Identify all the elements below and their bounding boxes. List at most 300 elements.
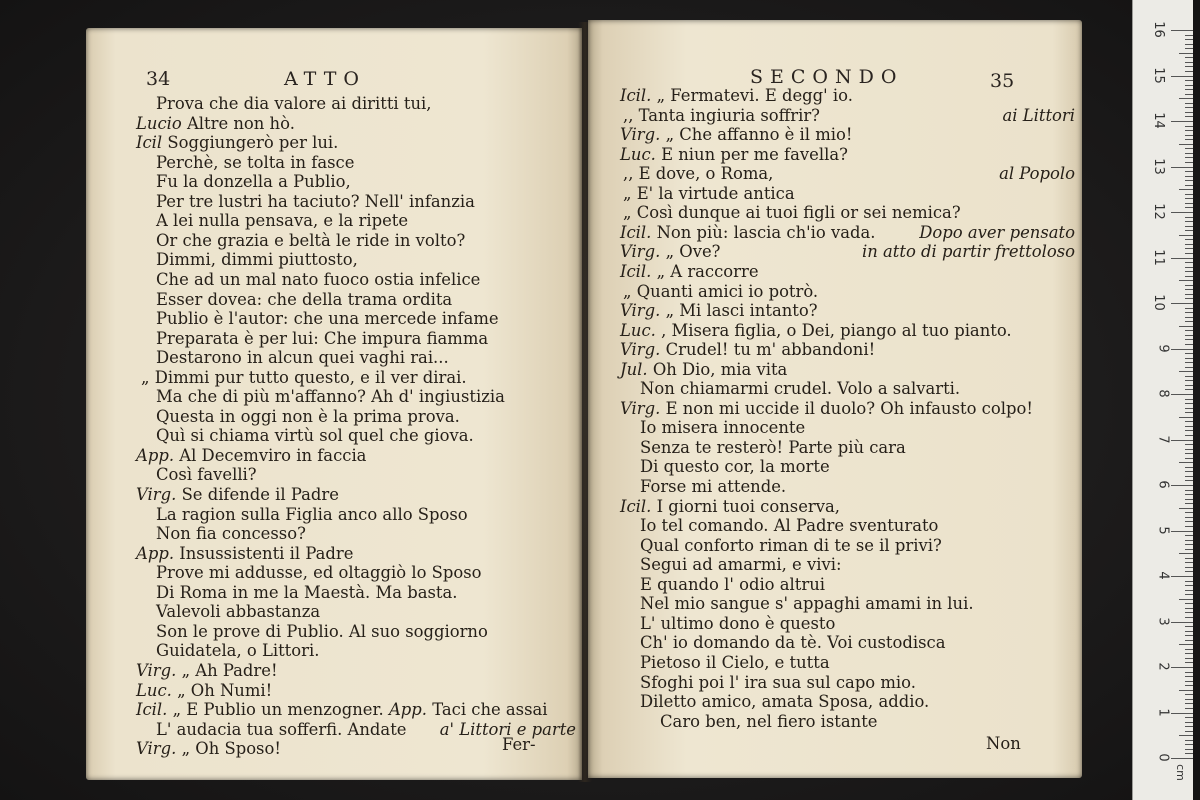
ruler-tick xyxy=(1185,544,1193,545)
ruler-tick xyxy=(1179,371,1193,372)
ruler-tick xyxy=(1185,180,1193,181)
text-line xyxy=(640,614,835,633)
ruler-tick xyxy=(1185,526,1193,527)
text-line xyxy=(640,457,830,476)
ruler-tick xyxy=(1185,71,1193,72)
ruler-tick xyxy=(1185,490,1193,491)
ruler-tick xyxy=(1171,303,1193,304)
verse-text: La ragion sulla Figlia anco allo Sposo xyxy=(156,504,468,524)
text-line xyxy=(156,465,257,484)
text-line xyxy=(623,282,818,301)
ruler-tick xyxy=(1185,294,1193,295)
text-line xyxy=(136,114,295,133)
text-line xyxy=(640,379,960,398)
text-line xyxy=(640,477,786,496)
ruler-tick xyxy=(1171,531,1193,532)
text-line xyxy=(141,368,467,387)
text-line xyxy=(156,211,408,230)
text-line xyxy=(623,106,820,125)
ruler-tick xyxy=(1185,135,1193,136)
speaker-label: Jul. xyxy=(620,359,648,379)
ruler-tick xyxy=(1185,653,1193,654)
verse-text: Non chiamarmi crudel. Volo a salvarti. xyxy=(640,379,961,399)
verse-text: Al Decemviro in faccia xyxy=(179,445,367,465)
ruler-tick xyxy=(1185,753,1193,754)
ruler-tick xyxy=(1185,453,1193,454)
ruler-tick xyxy=(1185,207,1193,208)
ruler-tick xyxy=(1185,239,1193,240)
verse-text: „ E' la virtude antica xyxy=(623,183,795,203)
verse-text: ,, Tanta ingiuria soffrir? xyxy=(623,105,820,125)
text-line xyxy=(156,505,468,524)
ruler-label: 13 xyxy=(1151,157,1167,175)
text-line xyxy=(623,184,795,203)
verse-text: A lei nulla pensava, e la ripete xyxy=(156,211,409,231)
ruler-tick xyxy=(1185,130,1193,131)
verse-text: „ Ove? xyxy=(665,242,721,262)
ruler-tick xyxy=(1171,349,1193,350)
text-line xyxy=(136,661,278,680)
ruler-tick xyxy=(1185,458,1193,459)
ruler-label: 15 xyxy=(1151,66,1167,84)
stage-direction: ai Littori xyxy=(1002,105,1075,125)
verse-text: Diletto amico, amata Sposa, addio. xyxy=(640,692,930,712)
verse-text: „ Mi lasci intanto? xyxy=(665,301,818,321)
verse-text: „ Oh Sposo! xyxy=(181,739,281,759)
verse-text: Prove mi addusse, ed oltaggiò lo Sposo xyxy=(156,563,482,583)
speaker-label: Virg. xyxy=(620,340,661,360)
text-line xyxy=(156,524,306,543)
ruler-label: 14 xyxy=(1151,112,1167,129)
ruler-tick xyxy=(1179,326,1193,327)
ruler-tick xyxy=(1185,562,1193,563)
ruler-label: 6 xyxy=(1155,480,1171,489)
text-line xyxy=(623,203,961,222)
text-line xyxy=(136,544,353,563)
verse-text: Io tel comando. Al Padre sventurato xyxy=(640,516,939,536)
verse-text: Sfoghi poi l' ira sua sul capo mio. xyxy=(640,672,916,692)
text-line xyxy=(156,270,480,289)
ruler-tick xyxy=(1185,153,1193,154)
ruler-tick xyxy=(1185,203,1193,204)
stage-direction: in atto di partir frettoloso xyxy=(862,242,1075,262)
text-line xyxy=(620,223,875,242)
ruler-tick xyxy=(1185,217,1193,218)
text-line xyxy=(620,262,759,281)
verse-text: Caro ben, nel fiero istante xyxy=(660,711,878,731)
ruler-tick xyxy=(1185,558,1193,559)
ruler-tick xyxy=(1185,612,1193,613)
verse-text: Taci che assai xyxy=(432,700,548,720)
ruler-tick xyxy=(1185,535,1193,536)
verse-text: ,, E dove, o Roma, xyxy=(623,164,774,184)
ruler-tick xyxy=(1185,198,1193,199)
text-line xyxy=(640,633,945,652)
ruler-tick xyxy=(1185,44,1193,45)
ruler-tick xyxy=(1185,694,1193,695)
ruler-label: 4 xyxy=(1155,571,1171,580)
ruler-tick xyxy=(1185,476,1193,477)
ruler-tick xyxy=(1185,749,1193,750)
text-line xyxy=(156,407,460,426)
text-line xyxy=(156,426,474,445)
ruler-tick xyxy=(1185,726,1193,727)
text-line xyxy=(156,309,499,328)
speaker-label: Icil. xyxy=(620,86,652,105)
ruler-tick xyxy=(1185,590,1193,591)
ruler-tick xyxy=(1185,662,1193,663)
verse-text: „ Ah Padre! xyxy=(181,660,278,680)
ruler-tick xyxy=(1185,62,1193,63)
ruler-label: 1 xyxy=(1155,707,1171,717)
ruler-tick xyxy=(1185,449,1193,450)
verse-text: „ Fermatevi. E degg' io. xyxy=(656,86,853,105)
text-line xyxy=(156,641,319,660)
text-line xyxy=(620,145,848,164)
verse-text: Publio è l'autor: che una mercede infame xyxy=(156,309,499,329)
ruler-tick xyxy=(1185,367,1193,368)
speaker-label: Luc. xyxy=(136,680,172,700)
ruler-tick xyxy=(1171,258,1193,259)
speaker-label: Virg. xyxy=(620,125,661,145)
ruler-tick xyxy=(1185,298,1193,299)
ruler-tick xyxy=(1185,362,1193,363)
text-line xyxy=(136,739,281,758)
speaker-label: Virg. xyxy=(136,485,177,504)
ruler-tick xyxy=(1185,380,1193,381)
verse-text: Son le prove di Publio. Al suo soggiorno xyxy=(156,621,488,641)
verse-text: Forse mi attende. xyxy=(640,477,787,496)
left-page-text xyxy=(136,94,576,764)
ruler-tick xyxy=(1185,308,1193,309)
ruler-tick xyxy=(1185,444,1193,445)
ruler-tick xyxy=(1171,121,1193,122)
verse-text: Senza te resterò! Parte più cara xyxy=(640,437,906,457)
ruler-tick xyxy=(1185,162,1193,163)
text-line xyxy=(640,555,841,574)
ruler-tick xyxy=(1185,549,1193,550)
text-line xyxy=(156,602,320,621)
verse-text: Di questo cor, la morte xyxy=(640,457,830,477)
text-line xyxy=(136,133,338,152)
ruler-tick xyxy=(1185,94,1193,95)
ruler-tick xyxy=(1185,521,1193,522)
text-line xyxy=(156,720,406,739)
ruler-tick xyxy=(1179,417,1193,418)
text-line xyxy=(136,700,548,719)
text-line xyxy=(640,692,929,711)
text-line xyxy=(620,321,1012,340)
ruler-tick xyxy=(1185,139,1193,140)
text-line xyxy=(156,329,488,348)
verse-text: Guidatela, o Littori. xyxy=(156,641,320,661)
ruler-tick xyxy=(1185,699,1193,700)
ruler-tick xyxy=(1179,553,1193,554)
verse-text: Insussistenti il Padre xyxy=(179,543,354,563)
verse-text: Qual conforto riman di te se il privi? xyxy=(640,535,942,555)
ruler-tick xyxy=(1179,235,1193,236)
text-line xyxy=(156,290,452,309)
ruler-tick xyxy=(1185,471,1193,472)
ruler-tick xyxy=(1171,485,1193,486)
verse-text: Ma che di più m'affanno? Ah d' ingiustizia xyxy=(156,387,505,407)
speaker-label: Icil. xyxy=(620,261,652,281)
ruler-tick xyxy=(1171,212,1193,213)
verse-text: Di Roma in me la Maestà. Ma basta. xyxy=(156,582,458,602)
verse-text: Crudel! tu m' abbandoni! xyxy=(665,340,876,360)
text-line xyxy=(620,86,853,105)
text-line xyxy=(620,497,840,516)
ruler-tick xyxy=(1185,708,1193,709)
text-line xyxy=(620,340,875,359)
verse-text: Che ad un mal nato fuoco ostia infelice xyxy=(156,269,481,289)
ruler-tick xyxy=(1185,289,1193,290)
text-line xyxy=(136,485,339,504)
text-line xyxy=(156,563,482,582)
ruler-tick xyxy=(1185,571,1193,572)
ruler-tick xyxy=(1185,221,1193,222)
measurement-ruler xyxy=(1132,0,1193,800)
ruler-tick xyxy=(1171,667,1193,668)
ruler-tick xyxy=(1185,426,1193,427)
ruler-tick xyxy=(1185,672,1193,673)
verse-text: Altre non hò. xyxy=(186,113,295,133)
ruler-tick xyxy=(1185,685,1193,686)
ruler-tick xyxy=(1185,435,1193,436)
ruler-tick xyxy=(1185,494,1193,495)
ruler-tick xyxy=(1179,53,1193,54)
ruler-tick xyxy=(1185,581,1193,582)
ruler-tick xyxy=(1185,48,1193,49)
ruler-label: 10 xyxy=(1151,294,1167,311)
ruler-tick xyxy=(1179,280,1193,281)
text-line xyxy=(640,575,825,594)
speaker-label: App. xyxy=(136,543,175,563)
ruler-tick xyxy=(1185,399,1193,400)
ruler-tick xyxy=(1185,107,1193,108)
ruler-tick xyxy=(1185,740,1193,741)
ruler-tick xyxy=(1185,567,1193,568)
ruler-tick xyxy=(1185,389,1193,390)
ruler-tick xyxy=(1171,440,1193,441)
ruler-tick xyxy=(1185,35,1193,36)
text-line xyxy=(156,622,488,641)
left-page xyxy=(86,28,582,780)
ruler-tick xyxy=(1185,312,1193,313)
ruler-tick xyxy=(1171,167,1193,168)
verse-text: Questa in oggi non è la prima prova. xyxy=(156,406,460,426)
ruler-tick xyxy=(1185,603,1193,604)
verse-text: „ Dimmi pur tutto questo, e il ver dirai. xyxy=(141,367,467,387)
verse-text: E niun per me favella? xyxy=(661,144,848,164)
verse-text: Segui ad amarmi, e vivi: xyxy=(640,555,842,575)
text-line xyxy=(620,301,818,320)
ruler-tick xyxy=(1185,271,1193,272)
ruler-tick xyxy=(1171,758,1193,759)
text-line xyxy=(156,172,351,191)
text-line xyxy=(640,536,942,555)
ruler-tick xyxy=(1185,353,1193,354)
ruler-tick xyxy=(1171,30,1193,31)
text-line xyxy=(156,94,431,113)
text-line xyxy=(620,125,853,144)
ruler-tick xyxy=(1185,103,1193,104)
verse-text: Oh Dio, mia vita xyxy=(652,359,788,379)
ruler-tick xyxy=(1185,467,1193,468)
speaker-label: Icil xyxy=(136,133,163,153)
verse-text: Esser dovea: che della trama ordita xyxy=(156,289,453,309)
ruler-tick xyxy=(1185,703,1193,704)
text-line xyxy=(156,387,505,406)
ruler-tick xyxy=(1185,335,1193,336)
ruler-tick xyxy=(1179,144,1193,145)
ruler-tick xyxy=(1185,480,1193,481)
ruler-label: 11 xyxy=(1151,248,1167,266)
ruler-tick xyxy=(1185,626,1193,627)
right-running-head: SECONDO xyxy=(750,66,904,88)
stage-direction: a' Littori e parte xyxy=(439,719,576,739)
verse-text: „ A raccorre xyxy=(656,261,759,281)
ruler-tick xyxy=(1179,508,1193,509)
ruler-label: 9 xyxy=(1155,343,1171,353)
verse-text: „ E Publio un menzogner. xyxy=(172,700,384,720)
ruler-tick xyxy=(1185,408,1193,409)
ruler-tick xyxy=(1185,594,1193,595)
ruler-tick xyxy=(1185,412,1193,413)
ruler-tick xyxy=(1185,635,1193,636)
text-line xyxy=(640,516,938,535)
ruler-tick xyxy=(1179,98,1193,99)
verse-text: E quando l' odio altrui xyxy=(640,574,825,594)
left-running-head: ATTO xyxy=(284,68,366,90)
ruler-tick xyxy=(1185,148,1193,149)
verse-text: Pietoso il Cielo, e tutta xyxy=(640,652,830,672)
text-line xyxy=(620,242,720,261)
ruler-tick xyxy=(1185,248,1193,249)
speaker-label: Virg. xyxy=(620,398,661,418)
ruler-tick xyxy=(1185,503,1193,504)
ruler-tick xyxy=(1185,631,1193,632)
verse-text: Quì si chiama virtù sol quel che giova. xyxy=(156,426,474,446)
ruler-tick xyxy=(1185,66,1193,67)
text-line xyxy=(620,399,1033,418)
verse-text: „ Quanti amici io potrò. xyxy=(623,281,819,301)
ruler-tick xyxy=(1185,112,1193,113)
ruler-tick xyxy=(1185,358,1193,359)
ruler-tick xyxy=(1185,403,1193,404)
ruler-tick xyxy=(1185,276,1193,277)
ruler-tick xyxy=(1185,171,1193,172)
text-line xyxy=(640,438,906,457)
ruler-tick xyxy=(1185,608,1193,609)
ruler-tick xyxy=(1185,317,1193,318)
verse-text: Non fia concesso? xyxy=(156,524,306,544)
right-page-number: 35 xyxy=(990,70,1015,92)
speaker-label: Virg. xyxy=(620,242,661,262)
ruler-tick xyxy=(1185,89,1193,90)
ruler-tick xyxy=(1185,744,1193,745)
stage-direction: Dopo aver pensato xyxy=(919,222,1075,242)
ruler-unit: cm xyxy=(1174,764,1188,781)
ruler-tick xyxy=(1185,717,1193,718)
ruler-tick xyxy=(1185,267,1193,268)
ruler-tick xyxy=(1185,499,1193,500)
ruler-tick xyxy=(1185,640,1193,641)
text-line xyxy=(640,673,916,692)
ruler-tick xyxy=(1171,576,1193,577)
verse-text: Dimmi, dimmi piuttosto, xyxy=(156,250,358,270)
verse-text: Nel mio sangue s' appaghi amami in lui. xyxy=(640,594,974,614)
ruler-tick xyxy=(1185,85,1193,86)
verse-text: I giorni tuoi conserva, xyxy=(656,496,840,516)
ruler-tick xyxy=(1185,253,1193,254)
ruler-tick xyxy=(1185,230,1193,231)
verse-text: L' audacia tua sofferfi. Andate xyxy=(156,719,407,739)
ruler-tick xyxy=(1185,339,1193,340)
ruler-tick xyxy=(1185,649,1193,650)
left-catchword: Fer- xyxy=(502,735,536,754)
ruler-tick xyxy=(1185,658,1193,659)
ruler-tick xyxy=(1179,189,1193,190)
ruler-tick xyxy=(1185,244,1193,245)
speaker-label: App. xyxy=(136,445,175,465)
speaker-label: Icil. xyxy=(620,496,652,516)
ruler-tick xyxy=(1171,622,1193,623)
ruler-label: 2 xyxy=(1155,662,1171,671)
left-page-number: 34 xyxy=(146,68,171,90)
ruler-tick xyxy=(1185,226,1193,227)
ruler-tick xyxy=(1171,394,1193,395)
ruler-tick xyxy=(1171,713,1193,714)
ruler-tick xyxy=(1185,80,1193,81)
text-line xyxy=(620,360,787,379)
text-line xyxy=(640,653,830,672)
text-line xyxy=(156,153,354,172)
ruler-tick xyxy=(1185,421,1193,422)
verse-text: „ Che affanno è il mio! xyxy=(665,125,853,145)
verse-text: Valevoli abbastanza xyxy=(156,602,321,622)
verse-text: Prova che dia valore ai diritti tui, xyxy=(156,94,432,113)
verse-text: L' ultimo dono è questo xyxy=(640,613,836,633)
verse-text: Perchè, se tolta in fasce xyxy=(156,152,355,172)
text-line xyxy=(623,164,773,183)
ruler-tick xyxy=(1179,735,1193,736)
verse-text: Or che grazia e beltà le ride in volto? xyxy=(156,230,466,250)
ruler-tick xyxy=(1185,517,1193,518)
ruler-tick xyxy=(1179,462,1193,463)
ruler-tick xyxy=(1185,617,1193,618)
ruler-tick xyxy=(1185,262,1193,263)
ruler-tick xyxy=(1185,376,1193,377)
text-line xyxy=(156,250,358,269)
ruler-tick xyxy=(1185,176,1193,177)
speaker-label: App. xyxy=(388,700,427,720)
stage-direction: al Popolo xyxy=(999,164,1075,184)
speaker-label: Virg. xyxy=(620,301,661,321)
speaker-label: Virg. xyxy=(136,739,177,759)
text-line xyxy=(660,712,878,731)
ruler-label: 7 xyxy=(1155,434,1171,444)
verse-text: Se difende il Padre xyxy=(181,485,339,504)
verse-text: „ Oh Numi! xyxy=(177,680,273,700)
ruler-label: 0 xyxy=(1155,753,1171,762)
speaker-label: Virg. xyxy=(136,660,177,680)
verse-text: Così favelli? xyxy=(156,465,257,485)
ruler-tick xyxy=(1185,512,1193,513)
ruler-label: 3 xyxy=(1155,616,1171,626)
ruler-tick xyxy=(1185,57,1193,58)
ruler-tick xyxy=(1185,39,1193,40)
